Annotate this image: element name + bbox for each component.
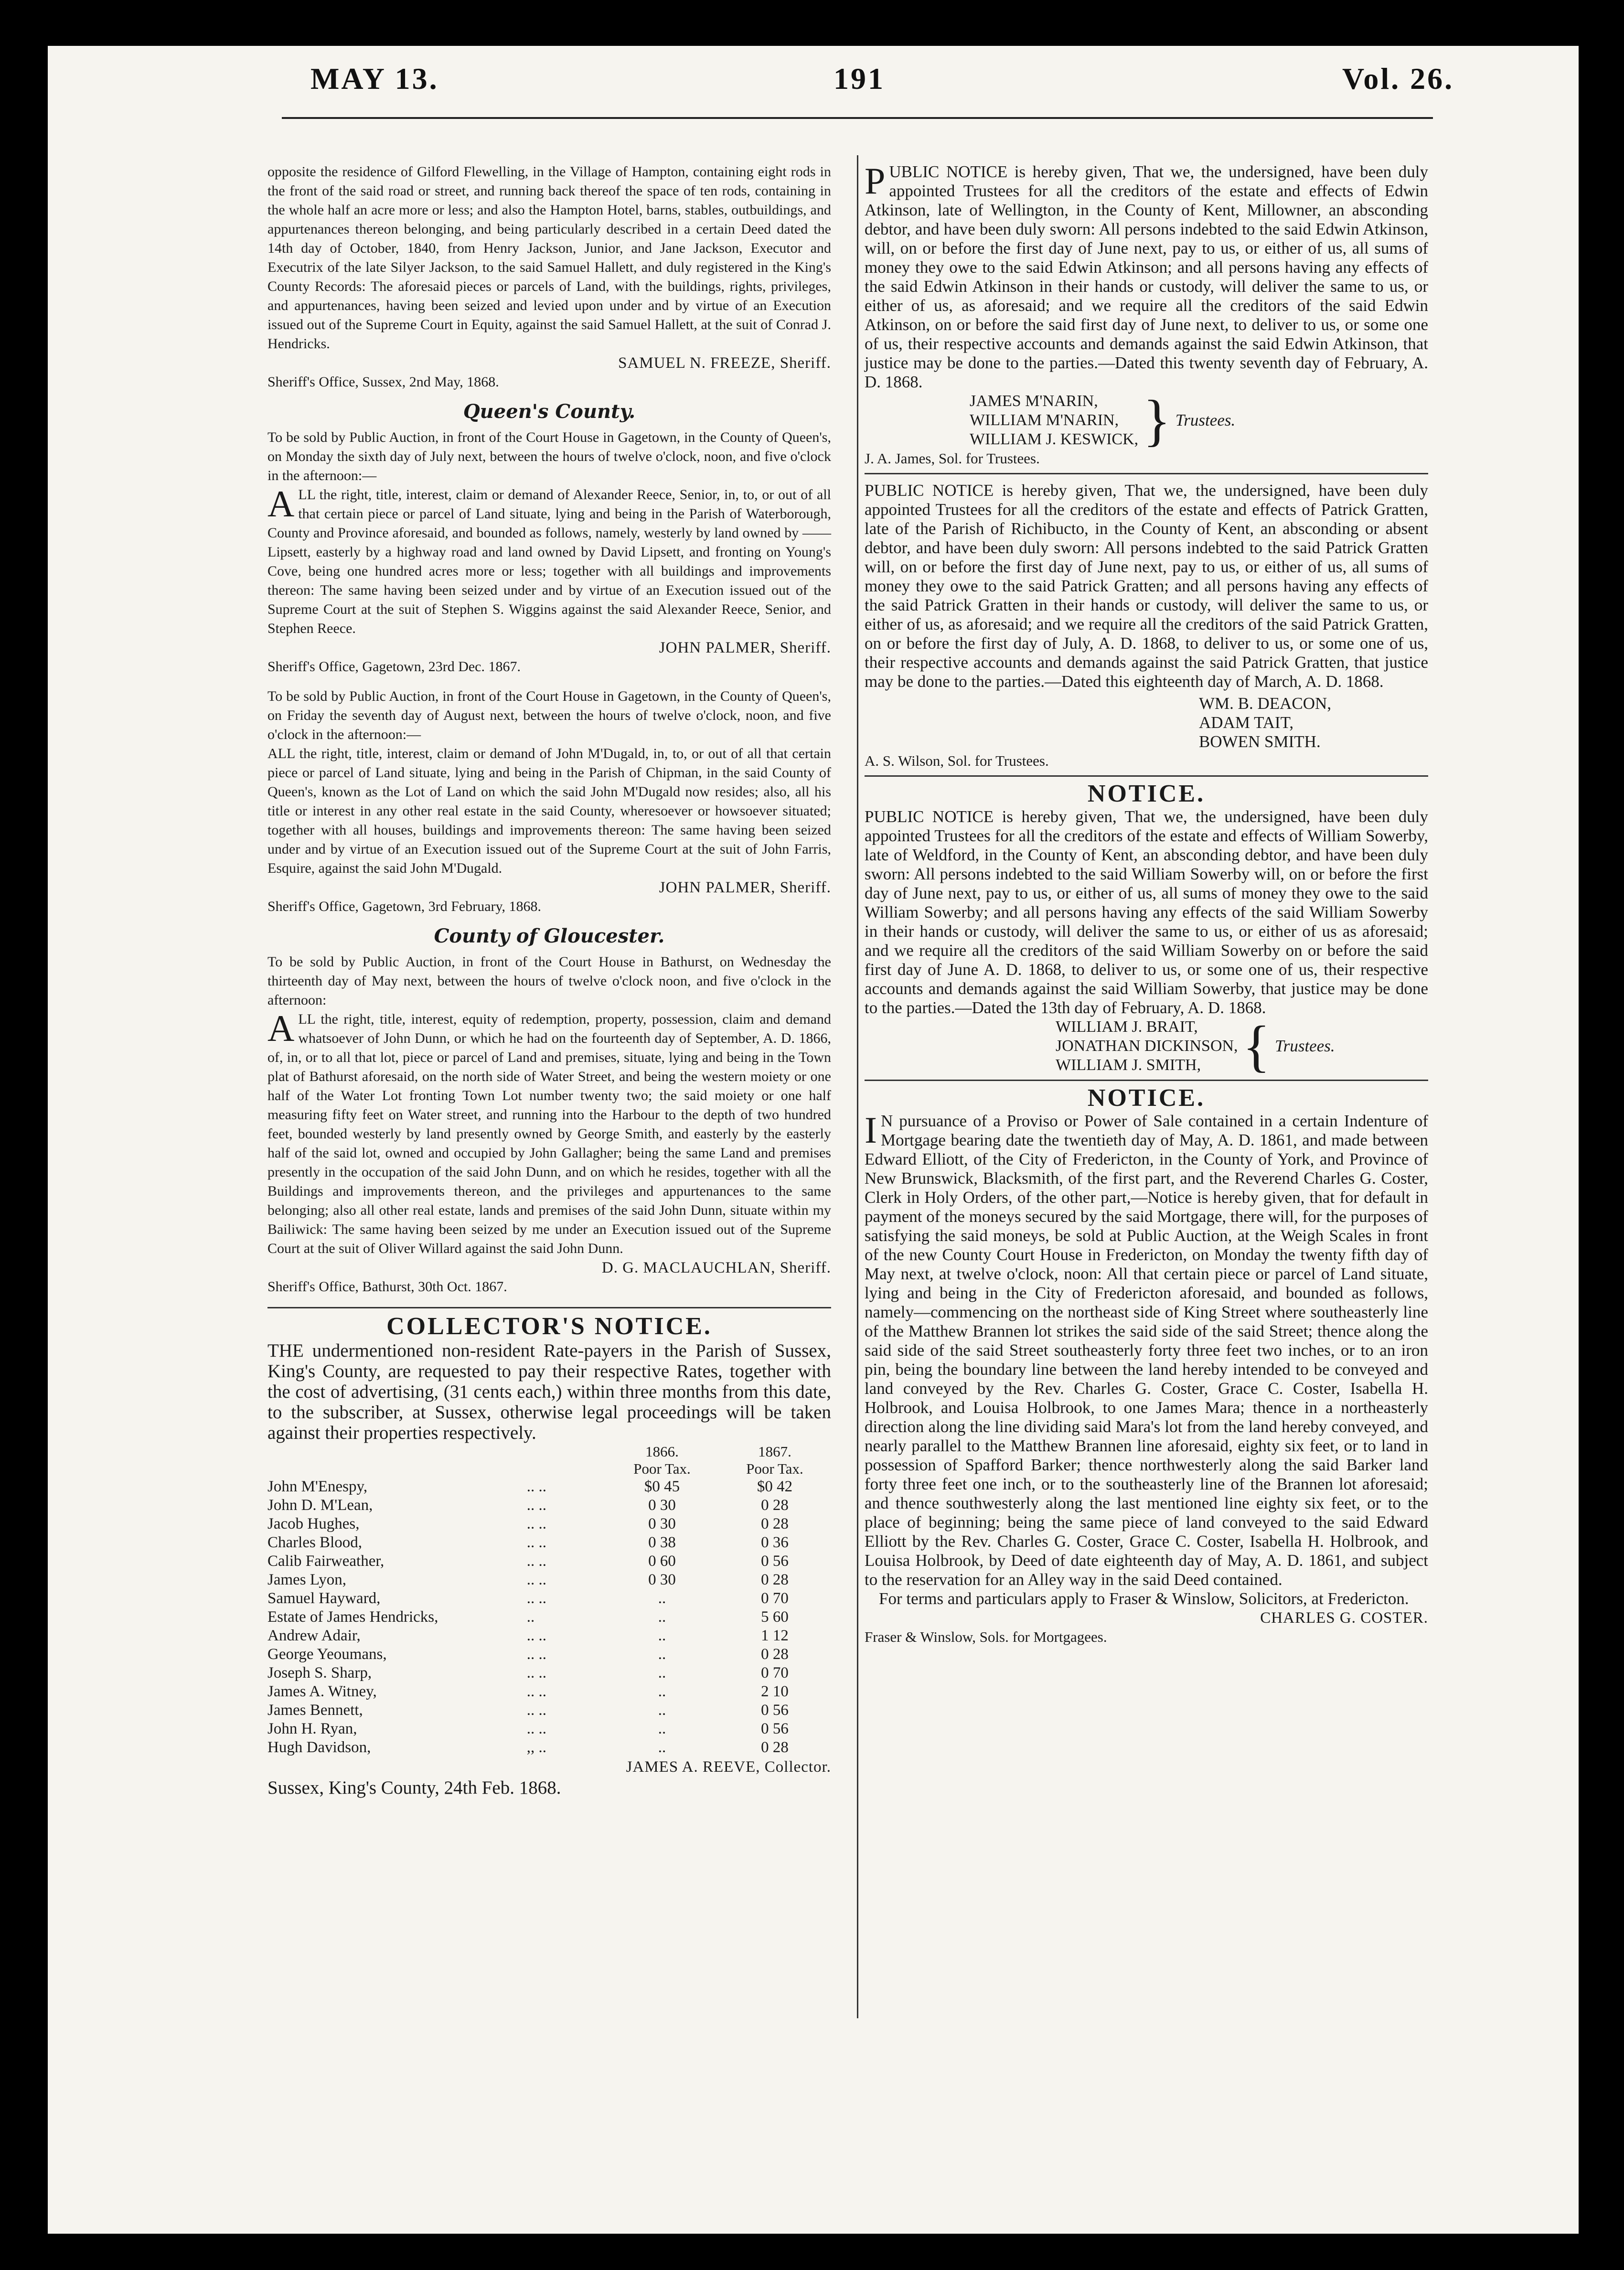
tax-1866: .. [658, 1739, 666, 1756]
ratepayer-name: Joseph S. Sharp, [267, 1664, 372, 1681]
collectors-notice [267, 1313, 831, 1798]
table-row [267, 1608, 831, 1627]
notice-body: PUBLIC NOTICE is hereby given, That we, the undersigned, have been duly appointed Trustees for all the creditors of the estate and effects of William Sowerby, late of Weldford, in the County of Kent, an absconding debtor, and have been duly sworn: All persons indebted to the said William Sowerby will, on or before the first day of June next, pay to us, or either of us, all sums of money they owe to the said William Sowerby; and all persons having any effects of the said William Sowerby in their hands or custody, will deliver the same to us, or either of us as aforesaid; and we require all the creditors of the said William Sowerby on or before the said first day of June A. D. 1868, to deliver to us, or some one of us, their respective accounts and demands against the said William Sowerby, that justice may be done to the parties.—Dated the 13th day of February, A. D. 1868. [865, 807, 1428, 1017]
tax-1867: 0 28 [761, 1515, 789, 1532]
trustee-name: WM. B. DEACON, [1199, 694, 1332, 713]
ratepayer-name: Estate of James Hendricks, [267, 1608, 438, 1626]
table-row [267, 1571, 831, 1589]
leader-dots: .. .. [526, 1553, 547, 1570]
leader-dots: ,, .. [526, 1739, 547, 1756]
tax-1867: 0 70 [761, 1664, 789, 1681]
solicitor-line: A. S. Wilson, Sol. for Trustees. [865, 752, 1049, 769]
ratepayer-name: Andrew Adair, [267, 1627, 361, 1644]
table-row [267, 1589, 831, 1608]
ratepayer-name: Hugh Davidson, [267, 1739, 371, 1756]
solicitor-line: Fraser & Winslow, Sols. for Mortgagees. [865, 1628, 1107, 1645]
tax-1866: .. [658, 1590, 666, 1607]
page-number: 191 [833, 62, 885, 96]
drop-cap: I [865, 1109, 877, 1151]
ratepayer-name: Jacob Hughes, [267, 1515, 360, 1532]
sheriff-signature: JOHN PALMER, Sheriff. [659, 879, 831, 896]
tax-1866: .. [658, 1627, 666, 1644]
leader-dots: .. .. [526, 1627, 547, 1644]
leader-dots: .. .. [526, 1664, 547, 1681]
tax-1866: 0 60 [648, 1553, 676, 1570]
notice-body: THE undermentioned non-resident Rate-payers in the Parish of Sussex, King's County, are requested to pay their respective Rates, together with the cost of advertising, (31 cents each,) within three months from this date, to the subscriber, at Sussex, otherwise legal proceedings will be taken against their properties respectively. [267, 1340, 831, 1443]
trustee-name: WILLIAM J. BRAIT, [1056, 1018, 1198, 1036]
notice-body: LL the right, title, interest, claim or demand of Alexander Reece, Senior, in, to, or out of all that certain piece or parcel of Land situate, lying and being in the Parish of Waterborough, County and Province aforesaid, and bounded as follows, namely, westerly by land owned by —— Lipsett, easterly by a highway road and land owned by David Lipsett, and fronting on Young's Cove, being one hundred acres more or less; together with all buildings and improvements thereon: The same having been seized under and by virtue of an Execution issued out of the Supreme Court at the suit of Stephen S. Wiggins against the said Alexander Reece, Senior, and Stephen Reece. [267, 487, 831, 636]
table-row [267, 1664, 831, 1682]
table-row [267, 1496, 831, 1515]
notice-dateline: Sheriff's Office, Gagetown, 23rd Dec. 1867. [267, 659, 521, 675]
poor-tax-header: Poor Tax. [633, 1460, 691, 1477]
brace-glyph: { [1242, 1014, 1271, 1078]
tax-table [267, 1443, 831, 1757]
table-row [267, 1552, 831, 1571]
notice-body: LL the right, title, interest, equity of redemption, property, possession, claim and demand whatsoever of John Dunn, or which he had on the fourteenth day of September, A. D. 1866, of, in, or to all that lot, piece or parcel of Land and premises, situate, lying and being in the Town plat of Bathurst aforesaid, on the north side of Water Street, and being the western moiety or one half of the Water Lot fronting Town Lot number twenty two; the said moiety or one half measuring fifty feet on Water street, and running into the Harbour to the depth of two hundred feet, bounded westerly by land presently owned by George Smith, and easterly by the easterly half of the said lot, owned and occupied by John Gallagher; being the same Land and premises presently in the occupation of the said John Dunn, and on which he resides, together with all the Buildings and improvements thereon, and the privileges and appurtenances to the same belonging; also all other real estate, lands and premises of the said John Dunn, situate within my Bailiwick: The same having been seized by me under an Execution issued out of the Supreme Court at the suit of Oliver Willard against the said John Dunn. [267, 1011, 831, 1256]
notice-dateline: Sheriff's Office, Sussex, 2nd May, 1868. [267, 374, 499, 390]
gratten-trustees-notice [865, 481, 1428, 771]
trustee-name: WILLIAM J. SMITH, [1056, 1056, 1201, 1074]
year-1867-header: 1867. [758, 1443, 791, 1460]
section-rule [267, 1307, 831, 1308]
tax-1867: 0 28 [761, 1739, 789, 1756]
table-row [267, 1533, 831, 1552]
sowerby-trustees-notice [865, 780, 1428, 1078]
queens-county-heading: Queen's County. [463, 400, 636, 423]
notice-body: UBLIC NOTICE is hereby given, That we, the undersigned, have been duly appointed Trustees for all the creditors of the estate and effects of Edwin Atkinson, late of Wellington, in the County of Kent, Millowner, an absconding debtor, and have been duly sworn: All persons indebted to the said Edwin Atkinson, will, on or before the first day of June next, pay to us, or either of us, all sums of money they owe to the said Edwin Atkinson; and all persons having any effects of the said Edwin Atkinson in their hands or custody, will deliver the same to us, or either of us, as aforesaid; and we require all the creditors of the said Edwin Atkinson, on or before the said first day of June next, to deliver to us, or some one of us, their respective accounts and demands against the said Edwin Atkinson, that justice may be done to the parties.—Dated this twenty seventh day of February, A. D. 1868. [865, 162, 1428, 391]
atkinson-trustees-notice [865, 162, 1428, 468]
table-row [267, 1738, 831, 1757]
tax-1867: $0 42 [757, 1478, 793, 1495]
notice-dateline: Sheriff's Office, Bathurst, 30th Oct. 1867. [267, 1279, 507, 1295]
poor-tax-header: Poor Tax. [746, 1460, 803, 1477]
trustees-label: Trustees. [1275, 1037, 1335, 1055]
notice-body: N pursuance of a Proviso or Power of Sale contained in a certain Indenture of Mortgage bearing date the twentieth day of May, A. D. 1861, and made between Edward Elliott, of the City of Fredericton, in the County of York, and Province of New Brunswick, Blacksmith, of the first part, and the Reverend Charles G. Coster, Clerk in Holy Orders, of the other part,—Notice is hereby given, that for default in payment of the moneys secured by the said Mortgage, there will, for the purposes of satisfying the said moneys, be sold at Public Auction, at the Weigh Scales in front of the new County Court House in Fredericton, on Monday the twenty fifth day of May next, at twelve o'clock, noon: All that certain piece or parcel of Land situate, lying and being in the City of Fredericton aforesaid, and bounded as follows, namely—commencing on the northeast side of King Street where southeasterly line of the Matthew Brannen lot strikes the said side of the said Street; thence along the said side of the said Street southeasterly forty three feet two inches, or to an iron pin, being the boundary line between the land hereby intended to be conveyed and land conveyed by the Rev. Charles G. Coster, Grace C. Coster, Isabella H. Holbrook, and Louisa Holbrook, to one James Mara; thence in a northeasterly direction along the line dividing said Mara's lot from the land hereby conveyed, and nearly parallel to the Matthew Brannen line aforesaid, eighty six feet, or to land in possession of Spafford Barker; thence northwesterly along the said Barker land forty three feet one inch, or to the southeasterly line of the Brannen lot aforesaid; and thence southwesterly along the last mentioned line eighty six feet, or to the place of beginning; being the same piece of land conveyed to the said Edward Elliott by the Rev. Charles G. Coster, Grace C. Coster, Isabella H. Holbrook, and Louisa Holbrook, by Deed of date eighteenth day of May, A. D. 1861, and subject to the reservation for an Alley way in the said Deed contained. [865, 1112, 1428, 1589]
leader-dots: .. .. [526, 1571, 547, 1588]
column-divider [857, 155, 858, 2018]
leader-dots: .. [526, 1608, 535, 1626]
notice-body: ALL the right, title, interest, claim or demand of John M'Dugald, in, to, or out of all that certain piece or parcel of Land situate, lying and being in the Parish of Chipman, in the said County of Queen's, known as the Lot of Land on which the said John M'Dugald now resides; also, all his title or interest in any other real estate in the said County, wheresoever or howsoever situated; together with all houses, buildings and improvements thereon: The same having been seized under and by virtue of an Execution issued out of the Supreme Court at the suit of John Farris, Esquire, against the said John M'Dugald. [267, 746, 831, 876]
notice-body: opposite the residence of Gilford Flewelling, in the Village of Hampton, containing eight rods in the front of the said road or street, and running back thereof the space of ten rods, containing in the whole half an acre more or less; and also the Hampton Hotel, barns, stables, outbuildings, and appurtenances thereon belonging, and being particularly described in a certain Deed dated the 14th day of October, 1840, from Henry Jackson, Junior, and Jane Jackson, Executor and Executrix of the late Silyer Jackson, to the said Samuel Hallett, and duly registered in the King's County Records: The aforesaid pieces or parcels of Land, with the buildings, rights, privileges, and appurtenances, having been seized and levied upon under and by virtue of an Execution issued out of the Supreme Court in Equity, against the said Samuel Hallett, at the suit of Conrad J. Hendricks. [267, 164, 831, 352]
ratepayer-name: Samuel Hayward, [267, 1590, 381, 1607]
ratepayer-name: Calib Fairweather, [267, 1553, 385, 1570]
tax-1866: 0 38 [648, 1534, 676, 1551]
ratepayer-name: Charles Blood, [267, 1534, 362, 1551]
ratepayer-name: John M'Enespy, [267, 1478, 368, 1495]
tax-1867: 1 12 [761, 1627, 789, 1644]
notice-intro: To be sold by Public Auction, in front of the Court House in Gagetown, in the County of Queen's, on Monday the sixth day of July next, between the hours of twelve o'clock, noon, and five o'clock in the afternoon:— [267, 429, 831, 483]
brace-glyph: } [1143, 388, 1171, 452]
mdugald-auction-notice [267, 687, 831, 916]
table-row [267, 1701, 831, 1720]
ratepayer-name: George Yeoumans, [267, 1646, 387, 1663]
drop-cap: A [267, 483, 295, 525]
tax-1867: 2 10 [761, 1683, 789, 1700]
tax-1866: .. [658, 1702, 666, 1719]
gloucester-county-heading: County of Gloucester. [434, 925, 665, 947]
table-row [267, 1645, 831, 1664]
leader-dots: .. .. [526, 1497, 547, 1514]
trustee-name: WILLIAM M'NARIN, [970, 411, 1119, 429]
mortgagee-signature: CHARLES G. COSTER. [1260, 1609, 1428, 1627]
sheriff-signature: JOHN PALMER, Sheriff. [659, 639, 831, 656]
ratepayer-name: James Lyon, [267, 1571, 346, 1588]
reece-auction-notice [267, 428, 831, 676]
year-1866-header: 1866. [645, 1443, 679, 1460]
solicitor-line: J. A. James, Sol. for Trustees. [865, 450, 1040, 467]
tax-1867: 0 56 [761, 1702, 789, 1719]
drop-cap: A [267, 1007, 295, 1049]
trustee-name: JONATHAN DICKINSON, [1056, 1037, 1238, 1055]
table-row [267, 1627, 831, 1645]
tax-1866: .. [658, 1608, 666, 1626]
issue-date: MAY 13. [310, 62, 439, 96]
leader-dots: .. .. [526, 1590, 547, 1607]
notice-intro: To be sold by Public Auction, in front of the Court House in Gagetown, in the County of Queen's, on Friday the seventh day of August next, between the hours of twelve o'clock, noon, and five o'clock in the afternoon:— [267, 688, 831, 742]
tax-1867: 0 36 [761, 1534, 789, 1551]
tax-1867: 0 56 [761, 1720, 789, 1737]
tax-1867: 0 28 [761, 1571, 789, 1588]
tax-1867: 5 60 [761, 1608, 789, 1626]
mortgage-sale-notice [865, 1084, 1428, 1647]
collectors-notice-heading: COLLECTOR'S NOTICE. [386, 1313, 712, 1340]
tax-1866: .. [658, 1646, 666, 1663]
header-rule [282, 117, 1433, 119]
ratepayer-name: James A. Witney, [267, 1683, 377, 1700]
dunn-auction-notice [267, 953, 831, 1296]
notice-heading: NOTICE. [1087, 1084, 1206, 1112]
tax-1866: 0 30 [648, 1497, 676, 1514]
trustee-name: WILLIAM J. KESWICK, [970, 430, 1139, 448]
sheriff-signature: SAMUEL N. FREEZE, Sheriff. [618, 354, 831, 372]
trustee-list [970, 388, 1428, 452]
section-rule [865, 1080, 1428, 1081]
trustees-label: Trustees. [1175, 411, 1236, 429]
leader-dots: .. .. [526, 1683, 547, 1700]
tax-1867: 0 28 [761, 1646, 789, 1663]
notice-body: PUBLIC NOTICE is hereby given, That we, the undersigned, have been duly appointed Trustees for all the creditors of the estate and effects of Patrick Gratten, late of the Parish of Richibucto, in the County of Kent, an absconding or absent debtor, and have been duly sworn: All persons indebted to the said Patrick Gratten will, on or before the first day of June next, pay to us, or either of us, all sums of money they owe to the said Patrick Gratten; and all persons having any effects of the said Patrick Gratten in their hands or custody, will deliver the same to us, or either of us, as aforesaid; and we require all the creditors of the said Patrick Gratten, on or before the first day of July, A. D. 1868, to deliver to us, or some one of us, their respective accounts and demands against the said Patrick Gratten, that justice may be done to the parties.—Dated this eighteenth day of March, A. D. 1868. [865, 481, 1428, 691]
leader-dots: .. .. [526, 1720, 547, 1737]
collector-signature: JAMES A. REEVE, Collector. [626, 1758, 831, 1776]
tax-1866: $0 45 [644, 1478, 680, 1495]
table-row [267, 1720, 831, 1738]
tax-1866: .. [658, 1683, 666, 1700]
tax-1866: 0 30 [648, 1571, 676, 1588]
tax-1866: .. [658, 1720, 666, 1737]
ratepayer-name: John H. Ryan, [267, 1720, 357, 1737]
notice-heading: NOTICE. [1087, 780, 1206, 807]
leader-dots: .. .. [526, 1478, 547, 1495]
tax-1867: 0 28 [761, 1497, 789, 1514]
notice-dateline: Sussex, King's County, 24th Feb. 1868. [267, 1777, 561, 1798]
section-rule [865, 775, 1428, 777]
sheriff-signature: D. G. MACLAUCHLAN, Sheriff. [601, 1259, 831, 1276]
section-rule [865, 473, 1428, 474]
notice-intro: To be sold by Public Auction, in front of the Court House in Bathurst, on Wednesday the thirteenth day of May next, between the hours of twelve o'clock noon, and five o'clock in the afternoon: [267, 954, 831, 1008]
tax-1867: 0 70 [761, 1590, 789, 1607]
notice-dateline: Sheriff's Office, Gagetown, 3rd February, 1868. [267, 899, 542, 914]
trustee-name: BOWEN SMITH. [1199, 732, 1321, 751]
leader-dots: .. .. [526, 1534, 547, 1551]
table-row [267, 1682, 831, 1701]
table-row [267, 1478, 831, 1496]
sussex-sheriff-notice [267, 162, 831, 392]
ratepayer-name: John D. M'Lean, [267, 1497, 373, 1514]
drop-cap: P [865, 160, 886, 202]
left-column [267, 162, 831, 1798]
ratepayer-name: James Bennett, [267, 1702, 363, 1719]
volume-number: Vol. 26. [1342, 62, 1454, 96]
trustee-name: JAMES M'NARIN, [970, 392, 1098, 410]
terms-line: For terms and particulars apply to Fraser & Winslow, Solicitors, at Fredericton. [879, 1589, 1409, 1608]
trustee-list [1199, 694, 1428, 751]
right-column [865, 162, 1428, 1647]
leader-dots: .. .. [526, 1702, 547, 1719]
tax-1867: 0 56 [761, 1553, 789, 1570]
leader-dots: .. .. [526, 1646, 547, 1663]
trustee-list [1056, 1014, 1428, 1078]
tax-1866: .. [658, 1664, 666, 1681]
tax-1866: 0 30 [648, 1515, 676, 1532]
trustee-name: ADAM TAIT, [1199, 713, 1294, 732]
leader-dots: .. .. [526, 1515, 547, 1532]
table-row [267, 1515, 831, 1533]
